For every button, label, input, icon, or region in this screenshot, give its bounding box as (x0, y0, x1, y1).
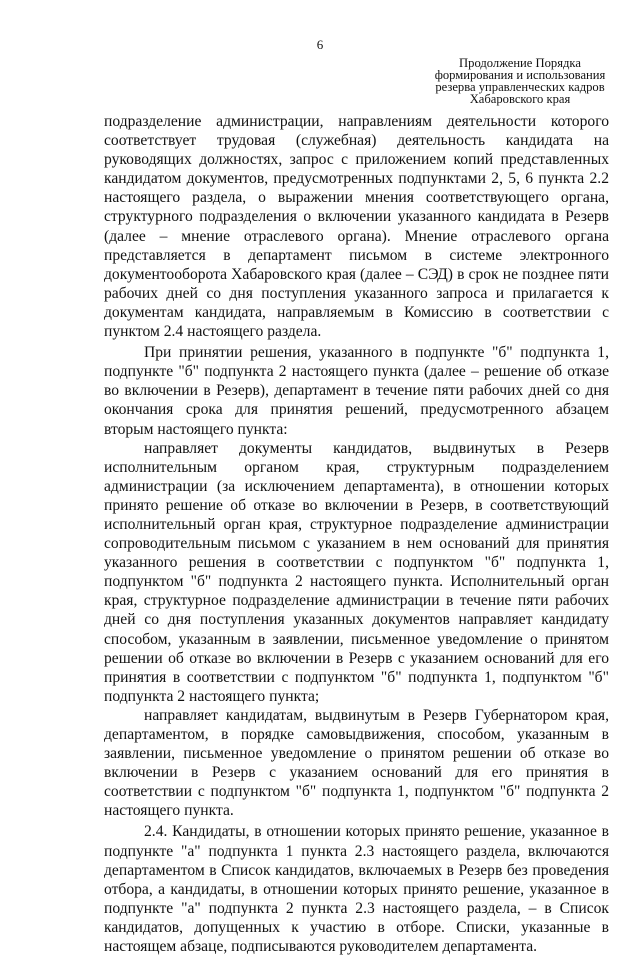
paragraph-send-documents: направляет документы кандидатов, выдвинутых в Резерв исполнительным органом края, структурным подразделением администрации (за исключением департамента), в отношении которых принято решение об отказе во включении в Резерв, в соответствующий исполнительный орган края, структурное подразделение администрации сопроводительным письмом с указанием в нем оснований для принятия указанного решения в соответствии с подпунктом "б" подпункта 1, подпунктом "б" подпункта 2 настоящего пункта. Исполнительный орган края, структурное подразделение администрации в течение пяти рабочих дней со дня поступления указанных документов направляет кандидату способом, указанным в заявлении, письменное уведомление о принятом решении об отказе во включении в Резерв с указанием оснований для его принятия в соответствии с подпунктом "б" подпункта 1, подпунктом "б" подпункта 2 настоящего пункта; (104, 439, 609, 705)
paragraph-section-2-4: 2.4. Кандидаты, в отношении которых принято решение, указанное в подпункте "а" подпункта 1 пункта 2.3 настоящего раздела, включаются департаментом в Список кандидатов, включаемых в Резерв без проведения отбора, а кандидаты, в отношении которых принято решение, указанное в подпункте "а" подпункта 2 пункта 2.3 настоящего раздела, – в Список кандидатов, допущенных к участию в отборе. Списки, указанные в настоящем абзаце, подписываются руководителем департамента. (104, 823, 609, 956)
header-line: Продолжение Порядка (459, 56, 581, 70)
header-line: формирования и использования (434, 68, 606, 82)
header-line: резерва управленческих кадров (435, 80, 605, 94)
page-number: 6 (316, 37, 324, 52)
paragraph-notify-candidates: направляет кандидатам, выдвинутым в Резерв Губернатором края, департаментом, в порядке самовыдвижения, способом, указанным в заявлении, письменное уведомление о принятом решении об отказе во включении в Резерв с указанием оснований для его принятия в соответствии с подпунктом "б" подпункта 1, подпунктом "б" подпункта 2 настоящего пункта. (104, 706, 609, 820)
paragraph-refusal-decision: При принятии решения, указанного в подпункте "б" подпункта 1, подпункте "б" подпункта 2 настоящего пункта (далее – решение об отказе во включении в Резерв), департамент в течение пяти рабочих дней со дня окончания срока для принятия решений, предусмотренного абзацем вторым настоящего пункта: (104, 344, 609, 438)
document-body (104, 112, 609, 956)
paragraph-continuation: подразделение администрации, направлениям деятельности которого соответствует трудовая (служебная) деятельность кандидата на руководящих должностях, запрос с приложением копий представленных кандидатом документов, предусмотренных подпунктами 2, 5, 6 пункта 2.2 настоящего раздела, о выражении мнения соответствующего органа, структурного подразделения о включении указанного кандидата в Резерв (далее – мнение отраслевого органа). Мнение отраслевого органа представляется в департамент письмом в системе электронного документооборота Хабаровского края (далее – СЭД) в срок не позднее пяти рабочих дней со дня поступления указанного запроса и прилагается к документам кандидата, направляемым в Комиссию в соответствии с пунктом 2.4 настоящего раздела. (104, 113, 609, 341)
header-line: Хабаровского края (469, 92, 571, 106)
document-header (400, 57, 640, 105)
